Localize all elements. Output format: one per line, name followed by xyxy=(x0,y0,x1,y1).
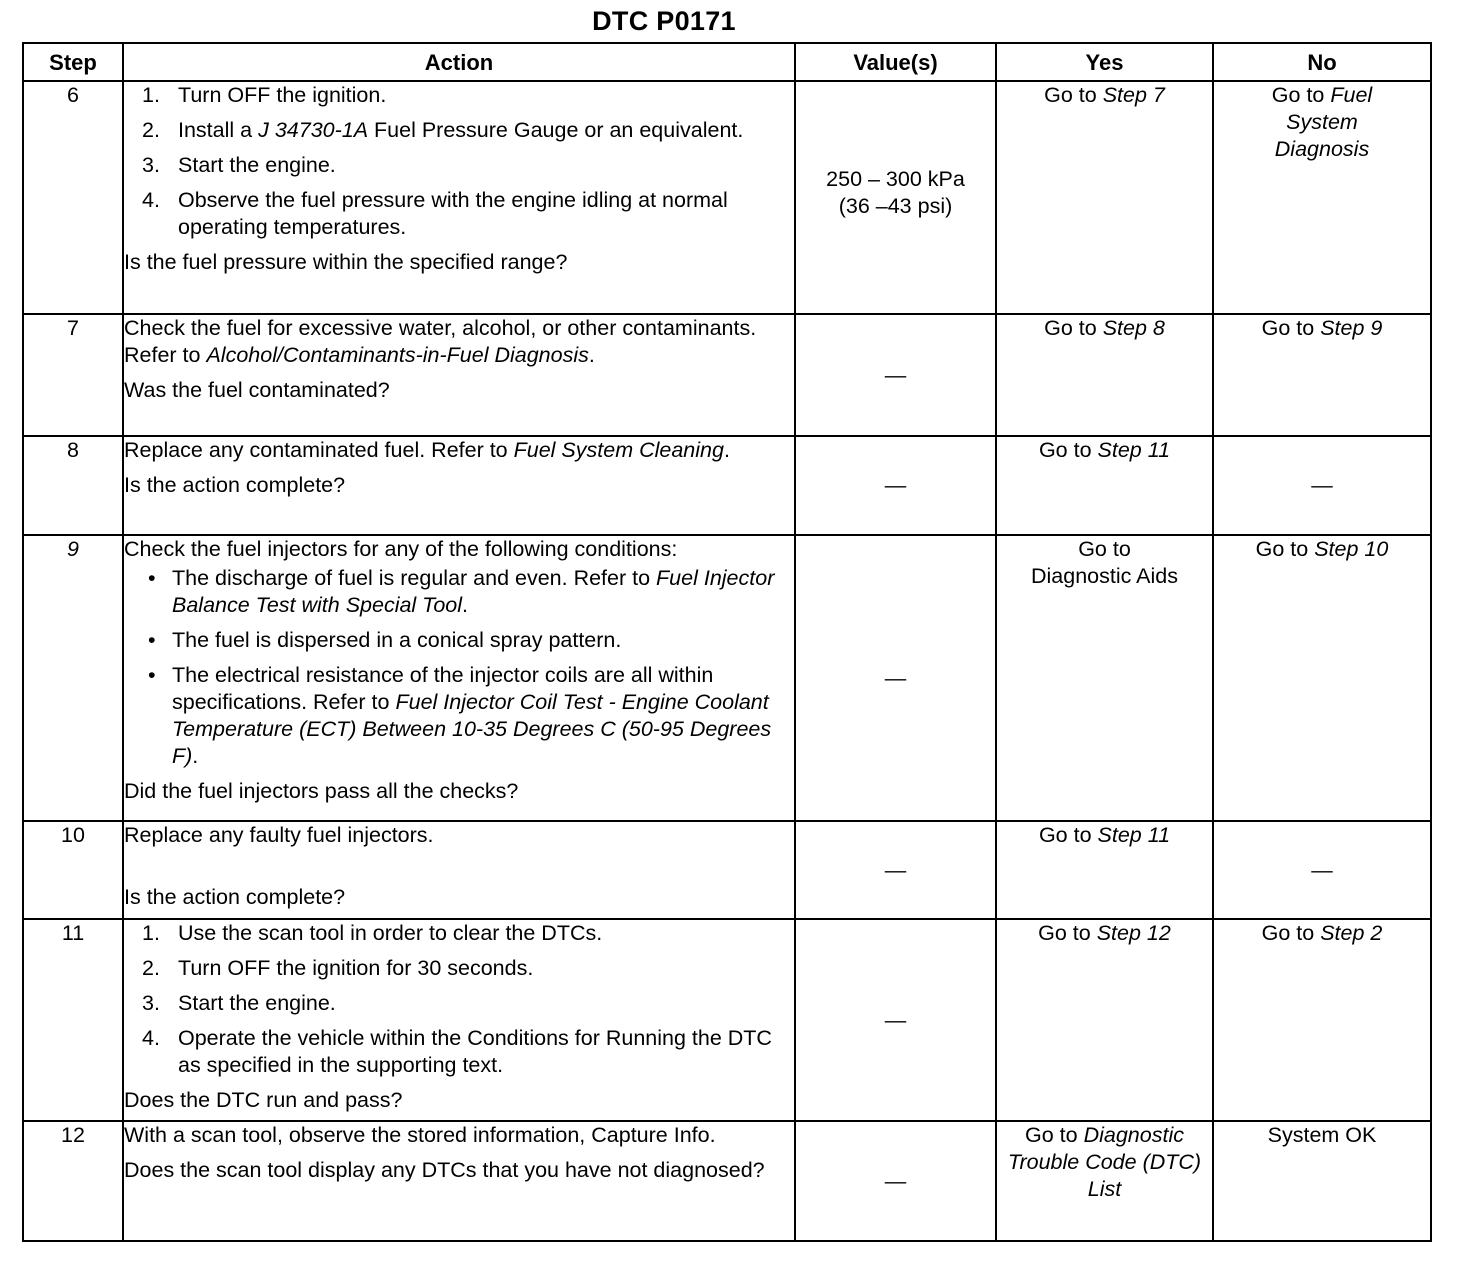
empty-dash: — xyxy=(1311,857,1333,882)
header-row xyxy=(23,43,1431,81)
action-question: Is the action complete? xyxy=(124,885,346,909)
list-item: • The discharge of fuel is regular and even. Refer to Fuel Injector Balance Test with Special Tool. xyxy=(148,566,775,617)
header-no: No xyxy=(1213,43,1431,81)
action-text: Check the fuel for excessive water, alcohol, or other contaminants. Refer to Alcohol/Contaminants-in-Fuel Diagnosis. xyxy=(124,316,757,367)
yes-link[interactable]: Go to Step 12 xyxy=(1038,921,1171,945)
value-cell xyxy=(795,1121,996,1241)
yes-link[interactable]: Go to Step 8 xyxy=(1044,316,1165,340)
action-cell xyxy=(123,919,795,1121)
value-cell xyxy=(795,314,996,436)
yes-cell xyxy=(996,81,1213,314)
yes-link[interactable]: Go to Step 11 xyxy=(1038,438,1171,462)
yes-cell xyxy=(996,1121,1213,1241)
list-item: 2. Turn OFF the ignition for 30 seconds. xyxy=(142,956,534,980)
list-item: 1. Use the scan tool in order to clear the DTCs. xyxy=(142,921,603,945)
action-question: Does the DTC run and pass? xyxy=(124,1088,403,1112)
empty-dash: — xyxy=(884,857,907,882)
header-yes: Yes xyxy=(996,43,1213,81)
yes-link[interactable]: Go to Step 7 xyxy=(1044,83,1165,107)
yes-cell xyxy=(996,821,1213,919)
action-question: Is the fuel pressure within the specified range? xyxy=(124,250,568,274)
list-item: 4. Operate the vehicle within the Conditions for Running the DTC as specified in the supporting text. xyxy=(142,1026,772,1077)
list-item: 2. Install a J 34730-1A Fuel Pressure Gauge or an equivalent. xyxy=(142,118,744,142)
step-number: 8 xyxy=(23,436,123,535)
yes-cell xyxy=(996,314,1213,436)
action-question: Does the scan tool display any DTCs that you have not diagnosed? xyxy=(124,1158,765,1182)
header-values: Value(s) xyxy=(795,43,996,81)
value-psi: (36 –43 psi) xyxy=(838,194,953,218)
table-row-step-12 xyxy=(23,1121,1431,1241)
action-list xyxy=(124,920,794,1079)
step-number: 10 xyxy=(23,821,123,919)
empty-dash: — xyxy=(1311,473,1333,497)
step-number: 6 xyxy=(23,81,123,314)
list-item: • The fuel is dispersed in a conical spray pattern. xyxy=(148,628,622,652)
empty-dash: — xyxy=(884,362,907,387)
list-item: 3. Start the engine. xyxy=(142,991,336,1015)
yes-link[interactable]: Go to Diagnostic Aids xyxy=(1031,537,1178,588)
empty-dash: — xyxy=(884,1168,907,1193)
no-link[interactable]: Go to Step 2 xyxy=(1261,921,1383,945)
action-question: Was the fuel contaminated? xyxy=(124,378,390,402)
yes-cell xyxy=(996,919,1213,1121)
value-cell xyxy=(795,81,996,314)
doc-reference[interactable]: Fuel Injector Coil Test - Engine Coolant Temperature (ECT) Between 10-35 Degrees C (50-95 Degrees F) xyxy=(172,690,772,768)
step-number: 7 xyxy=(23,314,123,436)
list-item: 3. Start the engine. xyxy=(142,153,336,177)
yes-cell xyxy=(996,436,1213,535)
action-cell xyxy=(123,314,795,436)
value-cell xyxy=(795,821,996,919)
action-text: Replace any faulty fuel injectors. xyxy=(124,823,434,847)
header-step: Step xyxy=(23,43,123,81)
no-cell xyxy=(1213,436,1431,535)
action-cell xyxy=(123,821,795,919)
no-link[interactable]: Go to Step 10 xyxy=(1255,537,1389,561)
page-title: DTC P0171 xyxy=(592,6,736,36)
value-kpa: 250 – 300 kPa xyxy=(826,167,965,191)
action-cell xyxy=(123,81,795,314)
action-question: Did the fuel injectors pass all the checks? xyxy=(124,779,519,803)
step-number: 12 xyxy=(23,1121,123,1241)
empty-dash: — xyxy=(884,473,907,497)
system-ok-text: System OK xyxy=(1267,1123,1377,1147)
table-row-step-9 xyxy=(23,535,1431,821)
list-item: • The electrical resistance of the injector coils are all within specifications. Refer to Fuel Injector Coil Test - Engine Coolant Temperature (ECT) Between 10-35 Degrees C (50-95 Degrees F). xyxy=(148,663,772,768)
empty-dash: — xyxy=(884,665,907,690)
step-number: 11 xyxy=(23,919,123,1121)
tool-reference: J 34730-1A xyxy=(258,118,369,142)
no-cell xyxy=(1213,314,1431,436)
no-cell xyxy=(1213,821,1431,919)
no-cell xyxy=(1213,535,1431,821)
yes-cell xyxy=(996,535,1213,821)
action-cell xyxy=(123,1121,795,1241)
value-cell xyxy=(795,535,996,821)
no-link[interactable]: Go to Fuel System Diagnosis xyxy=(1271,83,1373,161)
table-row-step-11 xyxy=(23,919,1431,1121)
no-cell xyxy=(1213,919,1431,1121)
list-item: 4. Observe the fuel pressure with the engine idling at normal operating temperatures. xyxy=(142,188,728,239)
action-question: Is the action complete? xyxy=(124,473,346,497)
yes-link[interactable]: Go to Diagnostic Trouble Code (DTC) List xyxy=(1007,1123,1202,1201)
list-item: 1. Turn OFF the ignition. xyxy=(142,83,387,107)
action-cell xyxy=(123,535,795,821)
no-cell xyxy=(1213,1121,1431,1241)
action-intro: Check the fuel injectors for any of the following conditions: xyxy=(124,537,678,561)
condition-list xyxy=(124,565,794,770)
header-action: Action xyxy=(123,43,795,81)
action-cell xyxy=(123,436,795,535)
table-row-step-7 xyxy=(23,314,1431,436)
table-row-step-10 xyxy=(23,821,1431,919)
action-text: Replace any contaminated fuel. Refer to Fuel System Cleaning. xyxy=(124,438,730,462)
no-cell xyxy=(1213,81,1431,314)
table-row-step-8 xyxy=(23,436,1431,535)
table-row-step-6 xyxy=(23,81,1431,314)
step-number: 9 xyxy=(23,535,123,821)
doc-reference[interactable]: Fuel Injector Balance Test with Special Tool xyxy=(172,566,775,617)
no-link[interactable]: Go to Step 9 xyxy=(1261,316,1383,340)
value-cell xyxy=(795,919,996,1121)
empty-dash: — xyxy=(884,1007,907,1032)
action-text: With a scan tool, observe the stored information, Capture Info. xyxy=(124,1123,716,1147)
action-list xyxy=(124,82,794,241)
yes-link[interactable]: Go to Step 11 xyxy=(1038,823,1171,847)
diagnostic-table xyxy=(22,42,1432,1242)
doc-reference[interactable]: Alcohol/Contaminants-in-Fuel Diagnosis xyxy=(206,343,589,367)
doc-reference[interactable]: Fuel System Cleaning xyxy=(513,438,724,462)
value-cell xyxy=(795,436,996,535)
